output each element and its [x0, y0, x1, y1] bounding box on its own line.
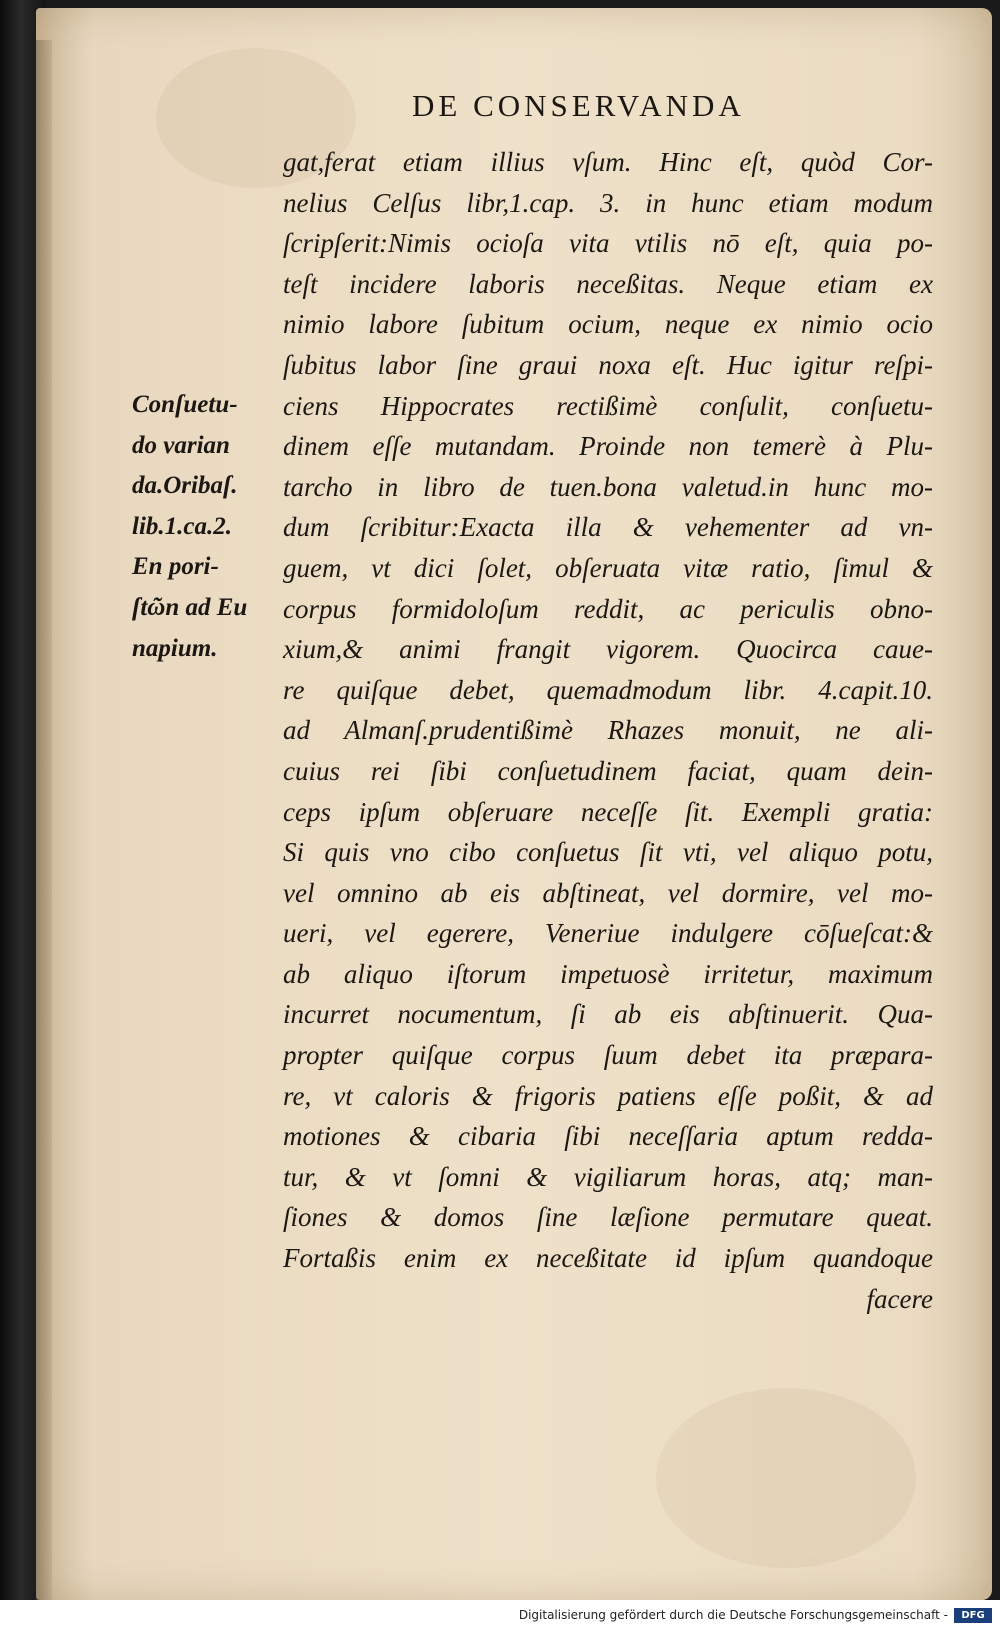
text-line: propter quiſque corpus ſuum debet ita præpara- — [283, 1040, 933, 1071]
text-line: nelius Celſus libr,1.cap. 3. in hunc etiam modum — [283, 187, 933, 218]
page-edge — [36, 40, 52, 1600]
marginal-note-line: do varian — [132, 431, 230, 459]
text-line: teſt incidere laboris neceßitas. Neque etiam ex — [283, 268, 933, 299]
text-line: Fortaßis enim ex neceßitate id ipſum quandoque — [283, 1243, 933, 1274]
text-line: ſiones & domos ſine læſione permutare queat. — [283, 1202, 933, 1233]
dfg-logo: DFG — [954, 1608, 992, 1623]
text-line: re quiſque debet, quemadmodum libr. 4.capit.10. — [283, 674, 933, 705]
page-stain — [656, 1388, 916, 1568]
text-line: nimio labore ſubitum ocium, neque ex nimio ocio — [283, 309, 933, 340]
marginal-note-line: lib.1.ca.2. — [132, 512, 232, 540]
text-line: cuius rei ſibi conſuetudinem faciat, quam dein- — [283, 755, 933, 786]
text-line: ad Almanſ.prudentißimè Rhazes monuit, ne ali- — [283, 715, 933, 746]
text-line: ceps ipſum obſeruare neceſſe ſit. Exempli gratia: — [283, 796, 933, 827]
running-head: DE CONSERVANDA — [412, 88, 745, 123]
marginal-note-line: da.Oribaſ. — [132, 472, 238, 500]
marginal-note — [132, 385, 280, 669]
text-line: corpus formidoloſum reddit, ac periculis obno- — [283, 593, 933, 624]
text-line: motiones & cibaria ſibi neceſſaria aptum redda- — [283, 1121, 933, 1152]
text-line: gat,ferat etiam illius vſum. Hinc eſt, quòd Cor- — [283, 147, 933, 177]
marginal-note-line: En pori- — [132, 553, 219, 581]
text-line: guem, vt dici ſolet, obſeruata vitæ ratio, ſimul & — [283, 552, 933, 583]
text-line: xium,& animi frangit vigorem. Quocirca caue- — [283, 634, 933, 665]
text-line: ab aliquo iſtorum impetuosè irritetur, maximum — [283, 958, 933, 989]
text-line: dinem eſſe mutandam. Proinde non temerè à Plu- — [283, 431, 933, 462]
text-line: vel omnino ab eis abſtineat, vel dormire, vel mo- — [283, 877, 933, 908]
marginal-note-line: napium. — [132, 634, 218, 662]
marginal-note-line: ſtῶn ad Eu — [132, 593, 248, 621]
text-line: ſcripſerit:Nimis ocioſa vita vtilis nō eſt, quia po- — [283, 228, 933, 259]
digitization-footer — [0, 1600, 1000, 1633]
text-line: ſubitus labor ſine graui noxa eſt. Huc igitur reſpi- — [283, 349, 933, 380]
text-line: dum ſcribitur:Exacta illa & vehementer ad vn- — [283, 512, 933, 543]
text-line: tarcho in libro de tuen.bona valetud.in hunc mo- — [283, 471, 933, 502]
text-line: ueri, vel egerere, Veneriue indulgere cōſueſcat:& — [283, 918, 933, 949]
catchword: facere — [866, 1283, 933, 1314]
text-line: re, vt caloris & frigoris patiens eſſe poßit, & ad — [283, 1080, 933, 1111]
marginal-note-line: Conſuetu- — [132, 391, 238, 418]
body-text — [283, 142, 933, 1319]
text-line: incurret nocumentum, ſi ab eis abſtinuerit. Qua- — [283, 999, 933, 1030]
text-line: ciens Hippocrates rectißimè conſulit, conſuetu- — [283, 390, 933, 421]
text-line: Si quis vno cibo conſuetus ſit vti, vel aliquo potu, — [283, 837, 933, 868]
text-line: tur, & vt ſomni & vigiliarum horas, atq; man- — [283, 1161, 933, 1192]
funding-credit: Digitalisierung gefördert durch die Deutsche Forschungsgemeinschaft - — [518, 1608, 948, 1622]
